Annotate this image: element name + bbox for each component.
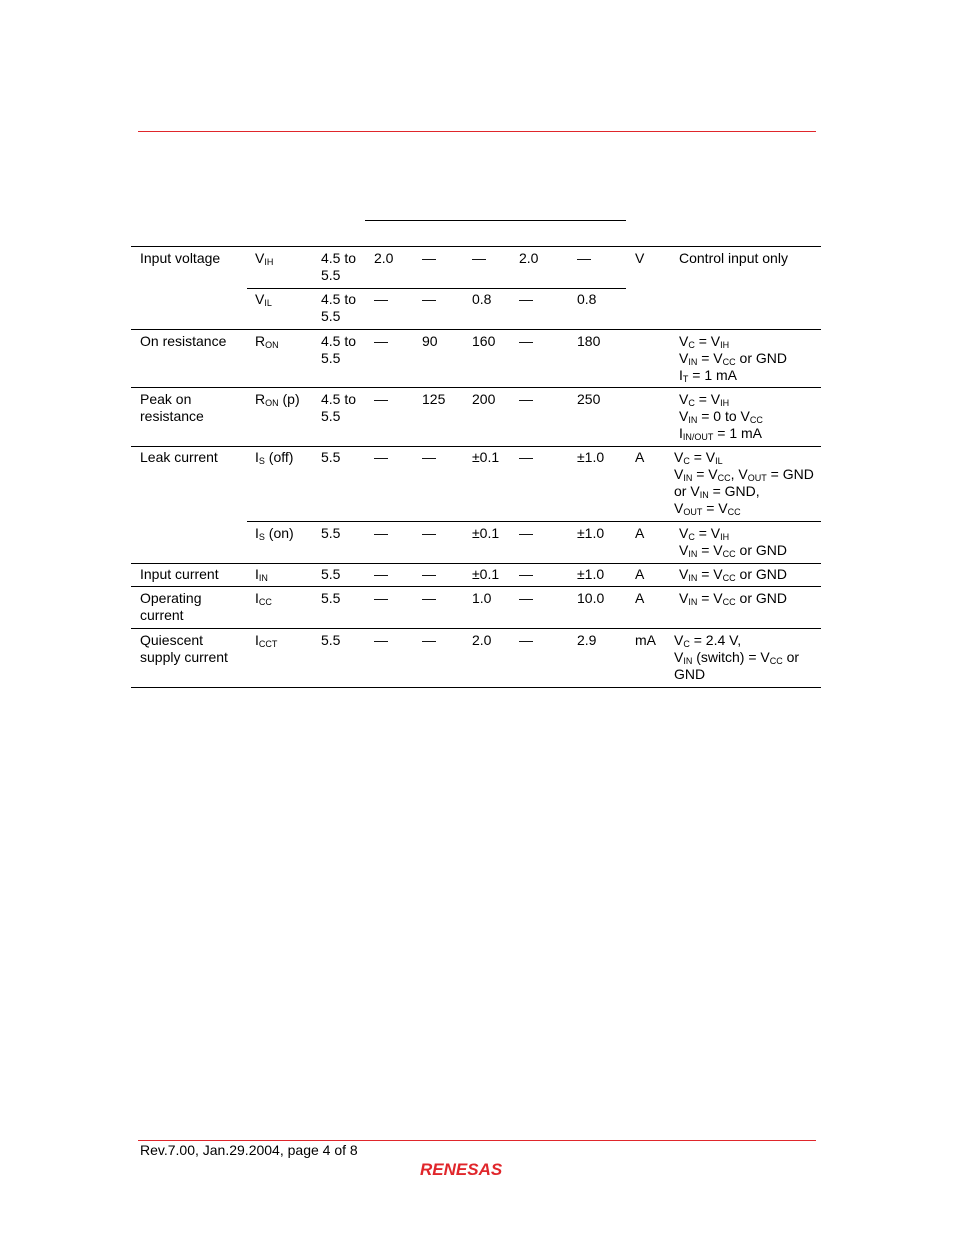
min2-cell: — <box>519 566 533 582</box>
condition-line: $V_{IN} = V_{CC}$ or GND <box>679 542 787 559</box>
min1-cell: — <box>374 590 388 606</box>
conditions-cell <box>679 566 787 583</box>
vcc-line: 5.5 <box>321 350 341 366</box>
conditions-cell <box>674 449 814 517</box>
symbol-cell: $R_{ON}$ <box>255 333 279 350</box>
typ-cell: — <box>422 566 436 582</box>
conditions-cell <box>679 525 787 559</box>
footer-revision: Rev.7.00, Jan.29.2004, page 4 of 8 <box>140 1142 358 1158</box>
vcc-cell <box>321 632 340 649</box>
parameter-line: Input current <box>140 566 219 582</box>
table-rule <box>247 288 626 289</box>
unit-cell: mA <box>635 632 656 648</box>
max2-cell: ±1.0 <box>577 449 605 465</box>
min2-cell: — <box>519 291 533 307</box>
vcc-line: 5.5 <box>321 566 341 582</box>
vcc-cell <box>321 590 340 607</box>
parameter-line: resistance <box>140 408 204 424</box>
typ-cell: — <box>422 449 436 465</box>
condition-line: $V_C = 2.4$ V, <box>674 632 742 649</box>
max1-cell: 0.8 <box>472 291 492 307</box>
footer-rule <box>138 1140 816 1141</box>
min2-cell: — <box>519 590 533 606</box>
min1-cell: — <box>374 391 388 407</box>
min1-cell: 2.0 <box>374 250 394 266</box>
condition-line: $I_T = 1$ mA <box>679 367 738 384</box>
table-rule <box>131 586 821 587</box>
min2-cell: — <box>519 333 533 349</box>
max1-cell: ±0.1 <box>472 566 500 582</box>
condition-line: $V_C = V_{IH}$ <box>679 333 730 350</box>
min1-cell: — <box>374 449 388 465</box>
symbol-cell: $I_S$ (off) <box>255 449 294 466</box>
condition-line: or $V_{IN}$ = GND, <box>674 483 760 500</box>
typ-cell: — <box>422 590 436 606</box>
symbol-cell: $V_{IL}$ <box>255 291 272 308</box>
vcc-cell <box>321 391 356 425</box>
table-rule <box>131 446 821 447</box>
max2-cell: 2.9 <box>577 632 597 648</box>
unit-cell: V <box>635 250 645 266</box>
table-rule <box>131 329 821 330</box>
vcc-cell <box>321 525 340 542</box>
parameter-line: Leak current <box>140 449 218 465</box>
unit-cell: A <box>635 525 645 541</box>
min2-cell: — <box>519 632 533 648</box>
condition-line: GND <box>674 666 706 682</box>
max1-cell: 2.0 <box>472 632 492 648</box>
symbol-cell: $I_{IN}$ <box>255 566 268 583</box>
parameter-cell <box>140 250 220 267</box>
vcc-cell <box>321 566 340 583</box>
min1-cell: — <box>374 566 388 582</box>
max2-cell: ±1.0 <box>577 566 605 582</box>
condition-line: $V_{OUT} = V_{CC}$ <box>674 500 741 517</box>
vcc-line: 4.5 to <box>321 250 357 266</box>
typ-cell: — <box>422 632 436 648</box>
parameter-line: Operating <box>140 590 202 606</box>
vcc-line: 5.5 <box>321 632 341 648</box>
condition-line: $V_{IN} = V_{CC}$, $V_{OUT}$ = GND <box>674 466 814 483</box>
parameter-line: supply current <box>140 649 228 665</box>
parameter-line: current <box>140 607 184 623</box>
table-rule <box>131 687 821 688</box>
table-rule <box>131 246 821 247</box>
condition-line: $V_C = V_{IH}$ <box>679 525 730 542</box>
min1-cell: — <box>374 632 388 648</box>
conditions-cell <box>674 632 799 683</box>
typ-cell: — <box>422 525 436 541</box>
condition-line: $V_{IN}$ (switch) = $V_{CC}$ or <box>674 649 800 666</box>
min2-cell: 2.0 <box>519 250 539 266</box>
vcc-cell <box>321 449 340 466</box>
min2-cell: — <box>519 449 533 465</box>
parameter-line: Quiescent <box>140 632 204 648</box>
max2-cell: 180 <box>577 333 601 349</box>
condition-line: $V_{IN} = V_{CC}$ or GND <box>679 566 787 583</box>
symbol-cell: $V_{IH}$ <box>255 250 274 267</box>
conditions-cell <box>679 250 788 267</box>
parameter-line: Input voltage <box>140 250 221 266</box>
conditions-cell <box>679 391 763 442</box>
max1-cell: — <box>472 250 486 266</box>
vcc-line: 4.5 to <box>321 333 357 349</box>
max2-cell: 0.8 <box>577 291 597 307</box>
table-rule <box>131 387 821 388</box>
max1-cell: 160 <box>472 333 496 349</box>
symbol-cell: $I_{CCT}$ <box>255 632 278 649</box>
parameter-cell <box>140 449 218 466</box>
vcc-cell <box>321 250 356 284</box>
table-rule <box>247 521 821 522</box>
vcc-line: 4.5 to <box>321 391 357 407</box>
max1-cell: ±0.1 <box>472 525 500 541</box>
condition-line: $I_{IN/OUT} = 1$ mA <box>679 425 763 442</box>
vcc-cell <box>321 291 356 325</box>
vcc-line: 5.5 <box>321 267 341 283</box>
max1-cell: 1.0 <box>472 590 492 606</box>
header-rule <box>138 131 816 132</box>
parameter-cell <box>140 632 228 666</box>
symbol-cell: $I_S$ (on) <box>255 525 294 542</box>
conditions-cell <box>679 590 787 607</box>
parameter-line: Peak on <box>140 391 192 407</box>
renesas-logo <box>420 1158 535 1180</box>
logo-wordmark: RENESAS <box>420 1160 503 1179</box>
vcc-cell <box>321 333 356 367</box>
max2-cell: 10.0 <box>577 590 605 606</box>
vcc-line: 5.5 <box>321 525 341 541</box>
typ-cell: — <box>422 250 436 266</box>
table-rule <box>131 628 821 629</box>
typ-cell: 125 <box>422 391 446 407</box>
max2-cell: ±1.0 <box>577 525 605 541</box>
min1-cell: — <box>374 525 388 541</box>
typ-cell: — <box>422 291 436 307</box>
vcc-line: 4.5 to <box>321 291 357 307</box>
vcc-line: 5.5 <box>321 308 341 324</box>
condition-line: $V_{IN} = V_{CC}$ or GND <box>679 350 787 367</box>
unit-cell: A <box>635 590 645 606</box>
condition-line: $V_{IN} = V_{CC}$ or GND <box>679 590 787 607</box>
min1-cell: — <box>374 291 388 307</box>
condition-line: $V_{IN} = 0$ to $V_{CC}$ <box>679 408 763 425</box>
conditions-cell <box>679 333 787 384</box>
parameter-cell <box>140 566 219 583</box>
condition-line: $V_C = V_{IH}$ <box>679 391 730 408</box>
parameter-line: On resistance <box>140 333 227 349</box>
max1-cell: 200 <box>472 391 496 407</box>
condition-line: $V_C = V_{IL}$ <box>674 449 723 466</box>
vcc-line: 5.5 <box>321 449 341 465</box>
parameter-cell <box>140 391 204 425</box>
min2-cell: — <box>519 391 533 407</box>
condition-line: Control input only <box>679 250 788 266</box>
min1-cell: — <box>374 333 388 349</box>
title-underline <box>365 220 626 221</box>
max2-cell: 250 <box>577 391 601 407</box>
unit-cell: A <box>635 566 645 582</box>
table-rule <box>131 563 821 564</box>
unit-cell: A <box>635 449 645 465</box>
parameter-cell <box>140 333 226 350</box>
vcc-line: 5.5 <box>321 408 341 424</box>
vcc-line: 5.5 <box>321 590 341 606</box>
min2-cell: — <box>519 525 533 541</box>
symbol-cell: $I_{CC}$ <box>255 590 272 607</box>
max1-cell: ±0.1 <box>472 449 500 465</box>
symbol-cell: $R_{ON}$ (p) <box>255 391 300 408</box>
parameter-cell <box>140 590 201 624</box>
typ-cell: 90 <box>422 333 438 349</box>
max2-cell: — <box>577 250 591 266</box>
